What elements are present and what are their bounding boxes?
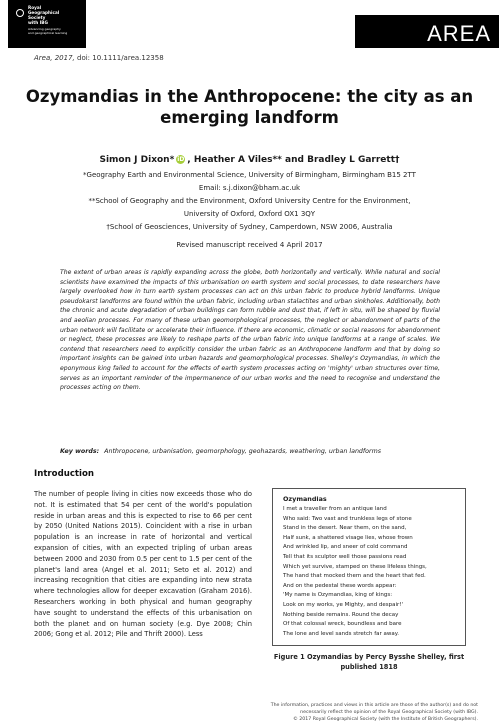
poem-line: Who said: Two vast and trunkless legs of stone [283,515,412,522]
abstract: The extent of urban areas is rapidly expanding across the globe, both horizontally and vertically. While natural and social scientists have examined the impacts of this urbanisation on earth system and social processes, to date researchers have largely overlooked how in turn earth system processes can act on this urban fabric to produce hybrid landforms. Unique pseudokarst landforms are found within the urban fabric, including urban stalactites and urban sinkholes. Additionally, both the chronic and acute degradation of urban buildings can form rubble and dust that, if left in situ, will be shaped by fluvial and aeolian processes. For many of these urban geomorphological processes, the neglect or abandonment of parts of the urban network will facilitate or accelerate their influence. If there are economic, climatic or social reasons for abandonment or neglect, these processes are likely to reshape parts of the urban fabric into unique landforms at a range of scales. We contend that researchers need to explicitly consider the urban fabric as an Anthropocene landform and that by doing so important insights can be gained into urban hazards and geomorphological processes. Shelley's Ozymandias, in which the eponymous king failed to account for the effects of earth system processes acting on 'mighty' urban structures over time, serves as an important reminder of the impermanence of our urban works and the need to recognise and understand the processes acting on them. [60,269,440,392]
intro-paragraph: The number of people living in cities now exceeds those who do not. It is estimated that 54 per cent of the world's population reside in urban areas and this is expected to rise to 66 per cent by 2050 (United Nations 2015). Coincident with a rise in urban population is an increase in rate of horizontal and vertical expansion of cities, with an expected tripling of urban areas between 2000 and 2030 from 0.5 per cent to 1.5 per cent of the planet's land area (Angel et al. 2011; Seto et al. 2012) and increasing recognition that cities are expanding into new strata where technologies allow for deeper excavation (Graham 2016). Researchers working in both physical and human geography have sought to understand the effects of this urbanisation on both the planet and on human society (e.g. Dye 2008; Chin 2006; Gong et al. 2012; Pile and Thrift 2000). Less [34,490,252,639]
footer-line: The information, practices and views in this article are those of the author(s) and do not [270,703,478,708]
keywords-label: Key words: [60,448,100,455]
rgs-logo-tagline: Advancing geography [28,27,61,31]
affiliation-2: **School of Geography and the Environment, Oxford University Centre for the Environment, [88,197,411,205]
rgs-emblem-icon [16,9,24,17]
figure-caption: Figure 1 Ozymandias by Percy Bysshe Shelley, first published 1818 [273,653,465,671]
rgs-logo-tagline: and geographical learning [28,31,68,35]
poem-line: Nothing beside remains. Round the decay [283,611,399,618]
citation-doi: doi: 10.1111/area.12358 [77,54,164,62]
author-primary: Simon J Dixon* [99,155,175,165]
article-title: Ozymandias in the Anthropocene: the city as an emerging landform [25,87,474,127]
poem-line: The lone and level sands stretch far away. [283,630,399,637]
orcid-icon[interactable]: iD [177,156,185,163]
poem-line: Half sunk, a shattered visage lies, whose frown [283,534,413,541]
footer-copyright [242,703,478,723]
poem-line: And on the pedestal these words appear: [283,582,397,589]
journal-name: AREA [427,21,491,46]
section-heading: Introduction [34,469,95,479]
figure-1-poem [272,488,466,646]
journal-header [0,0,499,50]
poem-line: The hand that mocked them and the heart that fed. [283,573,426,580]
keywords [60,448,450,455]
poem-line: Which yet survive, stamped on these lifeless things, [283,563,427,570]
affiliation-2-cont: University of Oxford, Oxford OX1 3QY [183,210,316,218]
poem-line: Stand in the desert. Near them, on the sand, [283,525,407,532]
poem-title: Ozymandias [283,495,327,503]
poem-line: I met a traveller from an antique land [283,506,387,512]
keywords-list: Anthropocene, urbanisation, geomorphology, geohazards, weathering, urban landforms [104,448,382,455]
author-list [20,155,479,165]
article-citation [34,54,164,62]
rgs-logo [8,0,86,48]
author-email: Email: s.j.dixon@bham.ac.uk [198,184,301,192]
poem-line: Look on my works, ye Mighty, and despair!' [283,601,404,608]
rgs-logo-line: with IBG [28,20,48,25]
poem-line: Of that colossal wreck, boundless and bare [283,621,402,628]
affiliation-1: *Geography Earth and Environmental Science, University of Birmingham, Birmingham B15 2TT [83,171,416,179]
revision-date: Revised manuscript received 4 April 2017 [176,241,323,249]
poem-line: And wrinkled lip, and sneer of cold command [283,544,408,551]
rgs-logo-line: Geographical [28,10,60,15]
citation-journal: Area, 2017, [34,54,75,62]
journal-logo [355,15,499,48]
footer-line: © 2017 Royal Geographical Society (with the Institute of British Geographers). [293,716,478,722]
affiliation-3: †School of Geosciences, University of Sydney, Camperdown, NSW 2006, Australia [106,223,393,231]
poem-line: Tell that its sculptor well those passions read [283,553,407,560]
rgs-logo-line: Royal [28,5,42,10]
footer-line: necessarily reflect the opinion of the Royal Geographical Society (with IBG). [300,709,478,715]
rgs-logo-line: Society [28,15,46,20]
poem-line: 'My name is Ozymandias, king of kings: [283,592,393,599]
author-coauthors: , Heather A Viles** and Bradley L Garrett† [187,155,400,165]
